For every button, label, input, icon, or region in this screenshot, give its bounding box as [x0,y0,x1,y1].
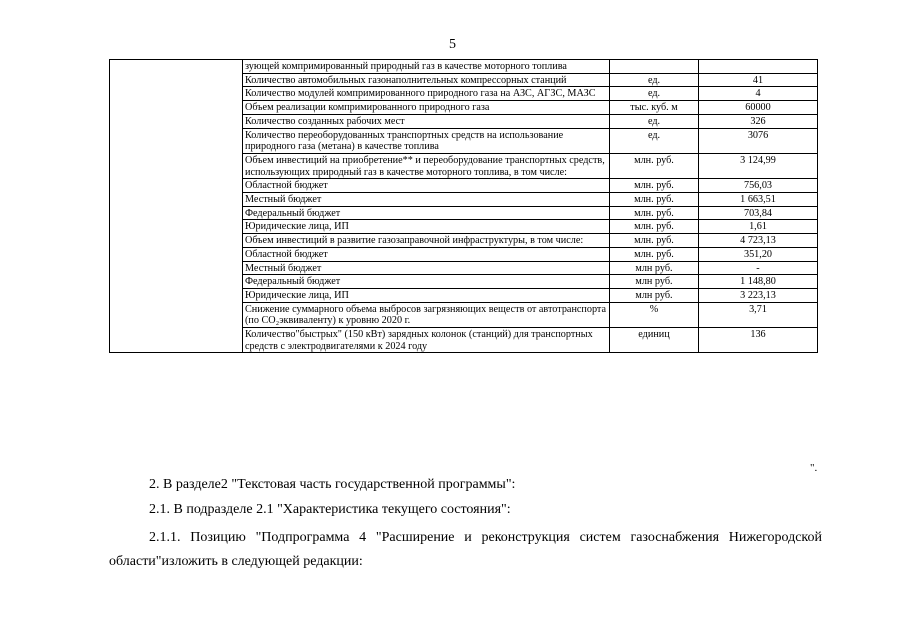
indicators-table-body [110,60,818,353]
indicator-name-cell: зующей компримированный природный газ в качестве моторного топлива [243,60,610,74]
indicator-name-cell: Снижение суммарного объема выбросов загрязняющих веществ от автотранспорта (по CO₂эквиваленту) к уровню 2020 г. [243,302,610,327]
value-cell: 1 148,80 [699,275,818,289]
unit-cell: % [610,302,699,327]
table-lead-cell [110,60,243,353]
indicator-name-cell: Объем реализации компримированного природного газа [243,101,610,115]
unit-cell: млн руб. [610,275,699,289]
paragraph-item-2-1-1: 2.1.1. Позицию "Подпрограмма 4 "Расширение и реконструкция систем газоснабжения Нижегородской области"изложить в следующей редакции: [109,530,822,569]
unit-cell: млн. руб. [610,193,699,207]
indicators-table [109,59,818,353]
indicator-name-cell: Федеральный бюджет [243,275,610,289]
paragraph-subsection-2-1: 2.1. В подразделе 2.1 "Характеристика текущего состояния": [149,502,511,517]
closing-quote-mark: ". [810,462,818,474]
unit-cell: млн. руб. [610,247,699,261]
indicator-name-cell: Местный бюджет [243,261,610,275]
unit-cell: ед. [610,114,699,128]
value-cell: 136 [699,328,818,353]
paragraph-section-2: 2. В разделе2 "Текстовая часть государственной программы": [149,477,516,492]
indicator-name-cell: Областной бюджет [243,179,610,193]
indicator-name-cell: Объем инвестиций на приобретение** и переоборудование транспортных средств, использующих природный газ в качестве моторного топлива, в том числе: [243,153,610,178]
value-cell: 756,03 [699,179,818,193]
page-number: 5 [449,37,456,52]
indicator-name-cell: Количество"быстрых" (150 кВт) зарядных колонок (станций) для транспортных средств с электродвигателями к 2024 году [243,328,610,353]
unit-cell: ед. [610,73,699,87]
indicator-name-cell: Объем инвестиций в развитие газозаправочной инфраструктуры, в том числе: [243,234,610,248]
value-cell: 1,61 [699,220,818,234]
value-cell: - [699,261,818,275]
unit-cell: млн. руб. [610,179,699,193]
unit-cell [610,60,699,74]
unit-cell: млн руб. [610,261,699,275]
value-cell: 326 [699,114,818,128]
unit-cell: ед. [610,128,699,153]
value-cell: 351,20 [699,247,818,261]
unit-cell: млн. руб. [610,206,699,220]
value-cell: 1 663,51 [699,193,818,207]
indicator-name-cell: Федеральный бюджет [243,206,610,220]
unit-cell: тыс. куб. м [610,101,699,115]
table-row [110,60,818,74]
unit-cell: млн. руб. [610,234,699,248]
value-cell: 4 [699,87,818,101]
indicator-name-cell: Юридические лица, ИП [243,220,610,234]
unit-cell: млн. руб. [610,153,699,178]
indicator-name-cell: Областной бюджет [243,247,610,261]
value-cell: 3076 [699,128,818,153]
indicator-name-cell: Количество автомобильных газонаполнительных компрессорных станций [243,73,610,87]
indicator-name-cell: Юридические лица, ИП [243,288,610,302]
unit-cell: млн руб. [610,288,699,302]
unit-cell: единиц [610,328,699,353]
value-cell: 703,84 [699,206,818,220]
unit-cell: млн. руб. [610,220,699,234]
value-cell: 3,71 [699,302,818,327]
value-cell: 3 223,13 [699,288,818,302]
indicator-name-cell: Количество созданных рабочих мест [243,114,610,128]
value-cell: 41 [699,73,818,87]
indicator-name-cell: Местный бюджет [243,193,610,207]
value-cell: 3 124,99 [699,153,818,178]
value-cell: 60000 [699,101,818,115]
unit-cell: ед. [610,87,699,101]
value-cell: 4 723,13 [699,234,818,248]
value-cell [699,60,818,74]
indicator-name-cell: Количество переоборудованных транспортных средств на использование природного газа (метана) в качестве топлива [243,128,610,153]
indicator-name-cell: Количество модулей компримированного природного газа на АЗС, АГЗС, МАЗС [243,87,610,101]
